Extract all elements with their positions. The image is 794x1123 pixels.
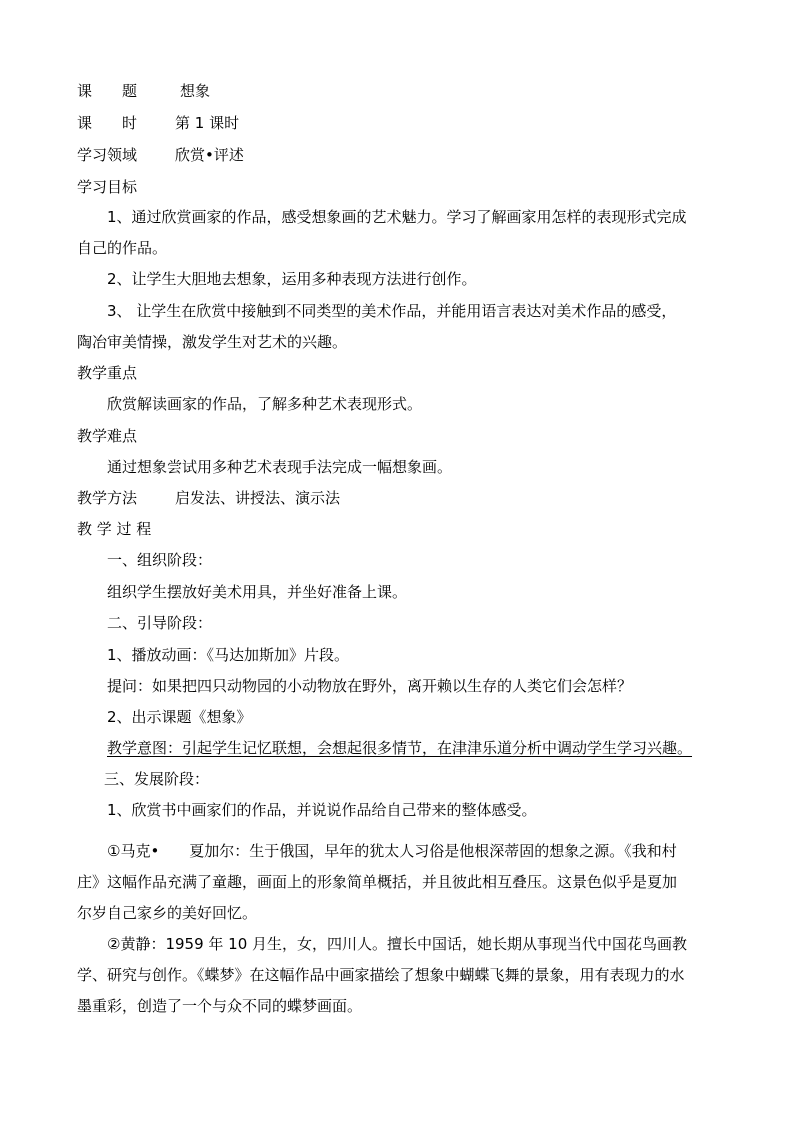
objective-3-line-1: 3、 让学生在欣赏中接触到不同类型的美术作品，并能用语言表达对美术作品的感受， [107, 302, 677, 320]
field-value: 欣赏•评述 [175, 146, 244, 164]
period-value: 第 1 课时 [175, 114, 240, 132]
difficulty-heading: 教学难点 [77, 427, 138, 445]
artist-1-line-2: 庄》这幅作品充满了童趣，画面上的形象简单概括，并且彼此相互叠压。这景色似乎是夏加 [77, 873, 678, 891]
field-row [77, 145, 244, 165]
stage-2-item-2: 2、出示课题《想象》 [107, 708, 252, 726]
stage-2-item-1: 1、播放动画：《马达加斯加》片段。 [107, 646, 350, 664]
objective-3-line-2: 陶冶审美情操，激发学生对艺术的兴趣。 [77, 333, 348, 351]
objective-2: 2、让学生大胆地去想象，运用多种表现方法进行创作。 [107, 270, 477, 288]
methods-row [77, 488, 340, 508]
teaching-intent: 教学意图：引起学生记忆联想，会想起很多情节，在津津乐道分析中调动学生学习兴趣。 [107, 739, 693, 757]
objective-1-line-1: 1、通过欣赏画家的作品，感受想象画的艺术魅力。学习了解画家用怎样的表现形式完成 [107, 208, 687, 226]
objectives-heading: 学习目标 [77, 178, 138, 196]
stage-1-text: 组织学生摆放好美术用具，并坐好准备上课。 [107, 583, 408, 601]
artist-2-line-3: 墨重彩，创造了一个与众不同的蝶梦画面。 [77, 997, 363, 1015]
process-heading: 教 学 过 程 [77, 520, 152, 538]
artist-1-line-1: ①马克• 夏加尔：生于俄国，早年的犹太人习俗是他根深蒂固的想象之源。《我和村 [107, 842, 677, 860]
stage-3-item-1: 1、欣赏书中画家们的作品，并说说作品给自己带来的整体感受。 [107, 801, 537, 819]
stage-3-heading: 三、发展阶段： [104, 770, 210, 788]
stage-2-question: 提问：如果把四只动物园的小动物放在野外，离开赖以生存的人类它们会怎样？ [107, 677, 633, 695]
stage-2-heading: 二、引导阶段： [107, 614, 213, 632]
topic-label: 课 题 [77, 82, 138, 100]
period-label: 课 时 [77, 114, 138, 132]
methods-value: 启发法、讲授法、演示法 [175, 489, 341, 507]
methods-label: 教学方法 [77, 489, 138, 507]
key-point-text: 欣赏解读画家的作品，了解多种艺术表现形式。 [107, 395, 423, 413]
topic-value: 想象 [180, 82, 211, 100]
topic-row [77, 81, 210, 101]
stage-1-heading: 一、组织阶段： [107, 551, 213, 569]
artist-1-line-3: 尔岁自己家乡的美好回忆。 [77, 904, 258, 922]
artist-2-line-1: ②黄静：1959 年 10 月生，女，四川人。擅长中国话，她长期从事现当代中国花鸟画教 [107, 935, 688, 953]
field-label: 学习领域 [77, 146, 138, 164]
artist-2-line-2: 学、研究与创作。《蝶梦》在这幅作品中画家描绘了想象中蝴蝶飞舞的景象，用有表现力的水 [77, 966, 685, 984]
key-point-heading: 教学重点 [77, 364, 138, 382]
difficulty-text: 通过想象尝试用多种艺术表现手法完成一幅想象画。 [107, 458, 453, 476]
objective-1-line-2: 自己的作品。 [77, 239, 168, 257]
period-row [77, 113, 239, 133]
